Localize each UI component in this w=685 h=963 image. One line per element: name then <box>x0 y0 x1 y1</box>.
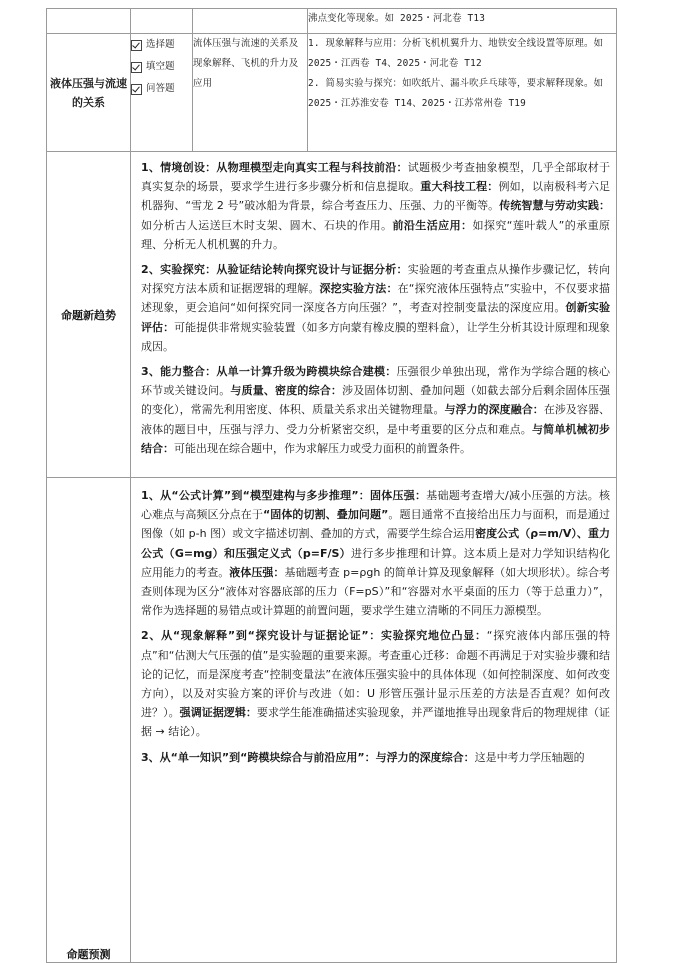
text-run: 。题目通常不直接给出压力与面积，而是通过图像（如 p-h 图）或文字描述切割、叠加的方式，需要学生综合运用 <box>141 508 611 541</box>
text-run: 基础题考查增大/减小压强的方法。核心难点与高频区分点在于 <box>141 489 610 522</box>
forecast-paragraph-2 <box>141 626 610 741</box>
text-run: 在“探究液体压强特点”实验中，不仅要求描述现象，更会追问“如何探究同一深度各方向压强？”，考查对控制变量法的深度应用。 <box>141 282 611 315</box>
row-continuation <box>47 9 617 34</box>
checked-box-icon <box>131 40 142 51</box>
text-run: 基础题考查 p=ρgh 的简单计算及现象解释（如大坝形状）。综合考查则体现为区分“液体对容器底部的压力（F=pS）”和“容器对水平桌面的压力（等于总重力）”，常作为选择题的易错点或计算题的前置问题，要求学生建立清晰的不同压力源模型。 <box>141 565 610 618</box>
checked-box-icon <box>131 62 142 73</box>
text-run: 这是中考力学压轴题的 <box>474 750 585 764</box>
bold-run: 创新实验评估： <box>141 301 611 334</box>
forecast-paragraph-3 <box>141 748 610 767</box>
bold-run: 重大科技工程： <box>420 180 499 194</box>
bold-run: 与简单机械初步结合： <box>141 422 611 455</box>
text-run: “探究液体内部压强的特点”和“估测大气压强的值”是实验题的重要来源。考查重心迁移：命题不再满足于对实验步骤和结论的记忆，而是深度考查“控制变量法”在液体压强实验中的具体体现（如何控制深度、如何改变方向），以及对实验方案的评价与改进（如：U 形管压强计显示压差的方法是否直观？如何改进？）。 <box>141 629 610 720</box>
bold-run: 液体压强： <box>229 565 285 579</box>
trend-paragraph-1 <box>141 158 610 254</box>
text-run: 例如，以南极科考六足机器狗、“雪龙 2 号”破冰船为背景，综合考查压力、压强、力的平衡等。 <box>141 180 611 213</box>
exam-examples <box>308 34 617 152</box>
forecast-content <box>141 486 610 767</box>
example-item: 2. 简易实验与探究：如吹纸片、漏斗吹乒乓球等，要求解释现象。如 2025・江苏淮安卷 T14、2025・江苏常州卷 T19 <box>308 78 604 109</box>
text-run: 涉及固体切割、叠加问题（如截去部分后剩余固体压强的变化），常需先利用密度、体积、质量关系求出关键物理量。 <box>141 384 611 417</box>
text-run: 如探究“莲叶载人”的承重原理、分析无人机机翼的升力。 <box>141 218 611 251</box>
text-run: 压强很少单独出现，常作为学综合题的核心环节或关键设问。 <box>141 365 611 398</box>
trend-label: 命题新趋势 <box>47 152 131 478</box>
checked-box-icon <box>131 84 142 95</box>
trend-paragraph-2 <box>141 260 610 356</box>
bold-run: 1、从“公式计算”到“模型建构与多步推理”：固体压强： <box>141 489 427 502</box>
row-forecast <box>47 478 617 963</box>
bold-run: 强调证据逻辑： <box>179 706 257 720</box>
text-run: 在涉及容器、液体的题目中，压强与浮力、受力分析紧密交织，是中考重要的区分点和难点。 <box>141 403 611 436</box>
trend-content <box>141 158 610 458</box>
text-run: 如分析古人运送巨木时支架、圆木、石块的作用。 <box>141 218 393 232</box>
text-run: 可能提供非常规实验装置（如多方向蒙有橡皮膜的塑料盒），让学生分析其设计原理和现象成因。 <box>141 320 610 353</box>
bold-run: 前沿生活应用： <box>392 218 473 232</box>
continuation-text: 沸点变化等现象。如 2025・河北卷 T13 <box>308 9 617 34</box>
forecast-label: 命题预测 <box>47 478 131 963</box>
knowledge-points: 流体压强与流速的关系及现象解释、飞机的升力及应用 <box>193 34 308 152</box>
text-run: 实验题的考查重点从操作步骤记忆，转向对探究方法本质和证据逻辑的理解。 <box>141 263 611 296</box>
text-run: 进行多步推理和计算。这本质上是对力学知识结构化应用能力的考查。 <box>141 546 610 579</box>
bold-run: 与质量、密度的综合： <box>230 384 343 398</box>
bold-run: 传统智慧与劳动实践： <box>499 199 611 213</box>
example-item: 1. 现象解释与应用：分析飞机机翼升力、地铁安全线设置等原理。如 2025・江西卷 T4、2025・河北卷 T12 <box>308 38 604 69</box>
bold-run: 2、实验探究：从验证结论转向探究设计与证据分析： <box>141 263 408 277</box>
bold-run: 2、从“现象解释”到“探究设计与证据论证”：实验探究地位凸显： <box>141 629 487 643</box>
type-fill: 填空题 <box>131 56 192 78</box>
bold-run: 3、能力整合：从单一计算升级为跨模块综合建模： <box>141 365 397 379</box>
type-choice: 选择题 <box>131 34 192 56</box>
row-trend <box>47 152 617 478</box>
text-run: 试题极少考查抽象模型，几乎全部取材于真实复杂的场景，要求学生进行多步骤分析和信息提取。 <box>141 161 611 194</box>
bold-run: 深挖实验方法： <box>319 282 398 296</box>
bold-run: 与浮力的深度融合： <box>444 403 544 417</box>
bold-run: “固体的切割、叠加问题” <box>262 508 389 522</box>
type-qa: 问答题 <box>131 78 192 100</box>
trend-paragraph-3 <box>141 362 610 458</box>
bold-run: 1、情境创设：从物理模型走向真实工程与科技前沿： <box>141 161 408 174</box>
topic-label: 液体压强与流速的关系 <box>47 34 131 152</box>
bold-run: 3、从“单一知识”到“跨模块综合与前沿应用”：与浮力的深度综合： <box>141 750 475 764</box>
exam-analysis-table <box>46 8 617 963</box>
text-run: 要求学生能准确描述实验现象，并严谨地推导出现象背后的物理规律（证据 → 结论）。 <box>141 706 611 739</box>
row-fluid-pressure <box>47 34 617 152</box>
question-types <box>131 34 193 152</box>
text-run: 可能出现在综合题中，作为求解压力或受力面积的前置条件。 <box>174 441 471 455</box>
bold-run: 密度公式（ρ=m/V）、重力公式（G=mg）和压强定义式（p=F/S） <box>141 527 610 560</box>
forecast-paragraph-1 <box>141 486 610 620</box>
